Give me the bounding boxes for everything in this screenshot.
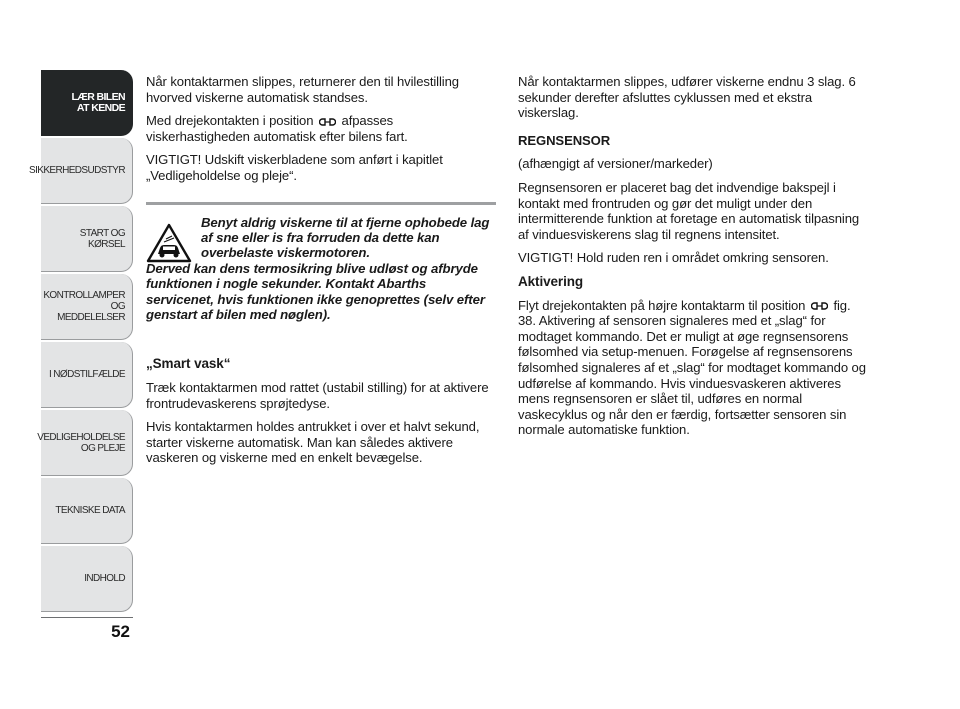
page-number: 52 [111, 622, 130, 641]
paragraph: VIGTIGT! Hold ruden ren i området omkring sensoren. [518, 250, 829, 266]
section-divider [146, 202, 496, 205]
text-run: afpasses viskerhastigheden automatisk efter bilens fart. [146, 113, 408, 144]
auto-wiper-position-icon [319, 118, 336, 126]
tab-label: VEDLIGEHOLDELSE OG PLEJE [37, 431, 125, 454]
paragraph: VIGTIGT! Udskift viskerbladene som anført i kapitlet „Vedligeholdelse og pleje“. [146, 152, 443, 183]
tab-lær-bilen-at-kende[interactable] [41, 70, 133, 136]
tab-sikkerhedsudstyr[interactable] [29, 138, 133, 204]
auto-wiper-position-icon [811, 302, 828, 310]
rain-sensor-subtitle: (afhængigt af versioner/markeder) [518, 156, 713, 172]
chapter-tabs [29, 70, 133, 614]
text-column-left [146, 74, 496, 474]
paragraph: Når kontaktarmen slippes, returnerer den til hvilestilling hvorved viskerne automatisk standses. [146, 74, 459, 105]
activation-heading: Aktivering [518, 273, 584, 289]
tab-label: INDHOLD [84, 573, 125, 584]
tab-label: KONTROLLAMPER OG MEDDELELSER [43, 290, 125, 323]
tab-label: SIKKERHEDSUDSTYR [29, 165, 125, 176]
tab-i-nødstilfælde[interactable] [41, 342, 133, 408]
tab-start-og-kørsel[interactable] [41, 206, 133, 272]
paragraph: Hvis kontaktarmen holdes antrukket i over et halvt sekund, starter viskerne automatisk. Man kan således aktivere vaskeren og viskerne med en enkelt bevægelse. [146, 419, 480, 466]
smart-wash-heading: „Smart vask“ [146, 356, 231, 372]
tabs-divider [41, 617, 133, 618]
tab-label: START OG KØRSEL [79, 227, 125, 250]
tab-tekniske-data[interactable] [41, 478, 133, 544]
tab-label: LÆR BILEN AT KENDE [71, 90, 125, 114]
tab-kontrollamper-og-meddelelser[interactable] [41, 274, 133, 340]
warning-box [146, 215, 496, 323]
warning-body-text: Derved kan dens termosikring blive udløst og afbryde funktionen i nogle sekunder. Kontakt Abarths servicenet, hvis funktionen ikke genoprettes (selv efter genstart af bilen med nøglen). [146, 260, 485, 322]
tab-vedligeholdelse-og-pleje[interactable] [37, 410, 133, 476]
tab-indhold[interactable] [41, 546, 133, 612]
paragraph [518, 298, 870, 438]
paragraph: Træk kontaktarmen mod rattet (ustabil stilling) for at aktivere frontrudevaskerens sprøjtedyse. [146, 380, 489, 411]
text-column-right [518, 74, 870, 446]
paragraph [146, 113, 496, 144]
paragraph: Regnsensoren er placeret bag det indvendige bakspejl i kontakt med frontruden og gør det muligt under den intermitterende funktion at foretage en automatisk tilpasning af vinduesviskerens slag til regnens intensitet. [518, 179, 860, 242]
text-run: Flyt drejekontakten på højre kontaktarm til position [518, 297, 809, 313]
tab-label: I NØDSTILFÆLDE [48, 369, 125, 380]
rain-sensor-heading: REGNSENSOR [518, 132, 611, 148]
warning-triangle-car-icon [146, 223, 192, 263]
paragraph: Når kontaktarmen slippes, udfører viskerne endnu 3 slag. 6 sekunder derefter afsluttes cyklussen med et ekstra viskerslag. [518, 74, 856, 121]
warning-lead-text: Benyt aldrig viskerne til at fjerne ophobede lag af sne eller is fra forruden da dette kan overbelaste viskermotoren. [201, 214, 490, 261]
text-run: fig. 38. Aktivering af sensoren signaleres med et „slag“ for modtaget kommando. Det er muligt at øge regnsensorens følsomhed via setup-menuen. Forøgelse af regnsensorens følsomhed signaleres af et „slag“ for modtaget kommando og udførelse af kommando. Hvis vinduesvaskeren aktiveres mens regnsensoren er slået til, udføres en normal vaskecyklus og når den er færdig, fortsætter sensoren sin normale automatiske funktion. [518, 297, 866, 438]
tab-label: TEKNISKE DATA [55, 505, 125, 516]
text-run: Med drejekontakten i position [146, 113, 317, 129]
